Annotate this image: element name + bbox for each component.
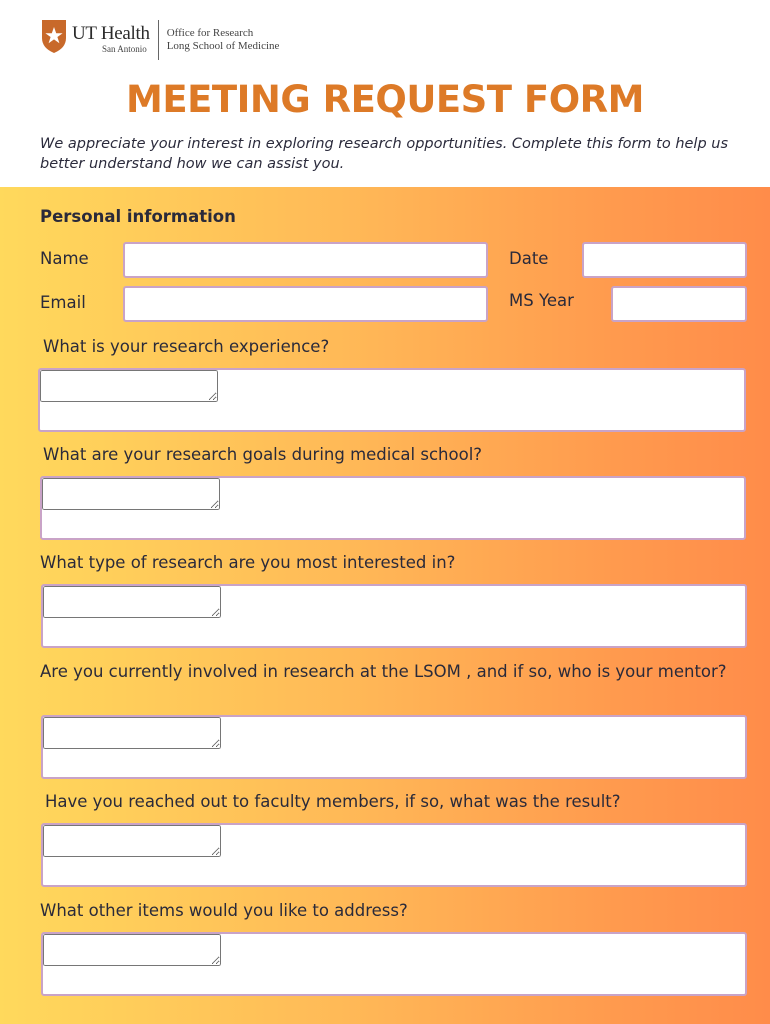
office-line-2: Long School of Medicine xyxy=(166,40,280,52)
date-field[interactable] xyxy=(582,242,747,278)
question-label: What other items would you like to address? xyxy=(40,901,408,920)
research-experience-field[interactable] xyxy=(38,368,746,432)
email-input[interactable] xyxy=(125,288,486,320)
intro-text: We appreciate your interest in exploring research opportunities. Complete this form to help us better understand how we can assist you. xyxy=(40,136,729,172)
research-type-field[interactable] xyxy=(41,584,747,648)
question-label: Are you currently involved in research at the LSOM , and if so, who is your mentor? xyxy=(40,662,727,681)
ut-health-logo xyxy=(40,18,279,60)
section-title-personal: Personal information xyxy=(40,207,236,226)
question-label: Have you reached out to faculty members, if so, what was the result? xyxy=(45,792,621,811)
star-shield-icon xyxy=(40,18,68,54)
ms-year-label: MS Year xyxy=(509,291,574,310)
lsom-mentor-field[interactable] xyxy=(41,715,747,779)
name-label: Name xyxy=(40,249,89,268)
date-input[interactable] xyxy=(584,244,745,276)
faculty-outreach-textarea[interactable] xyxy=(43,825,221,857)
ms-year-field[interactable] xyxy=(611,286,747,322)
question-label: What are your research goals during medical school? xyxy=(43,445,483,464)
other-items-field[interactable] xyxy=(41,932,747,996)
ms-year-input[interactable] xyxy=(613,288,745,320)
research-goals-field[interactable] xyxy=(40,476,746,540)
office-line-1: Office for Research xyxy=(166,27,254,39)
page-title: MEETING REQUEST FORM xyxy=(126,78,644,121)
logo-name: UT Health xyxy=(72,23,150,44)
faculty-outreach-field[interactable] xyxy=(41,823,747,887)
email-label: Email xyxy=(40,293,86,312)
name-input[interactable] xyxy=(125,244,486,276)
logo-divider xyxy=(158,20,159,60)
question-label: What is your research experience? xyxy=(43,337,330,356)
logo-subtitle: San Antonio xyxy=(102,44,147,54)
question-label: What type of research are you most interested in? xyxy=(40,553,456,572)
email-field[interactable] xyxy=(123,286,488,322)
research-experience-textarea[interactable] xyxy=(40,370,218,402)
name-field[interactable] xyxy=(123,242,488,278)
research-goals-textarea[interactable] xyxy=(42,478,220,510)
other-items-textarea[interactable] xyxy=(43,934,221,966)
research-type-textarea[interactable] xyxy=(43,586,221,618)
lsom-mentor-textarea[interactable] xyxy=(43,717,221,749)
date-label: Date xyxy=(509,249,549,268)
